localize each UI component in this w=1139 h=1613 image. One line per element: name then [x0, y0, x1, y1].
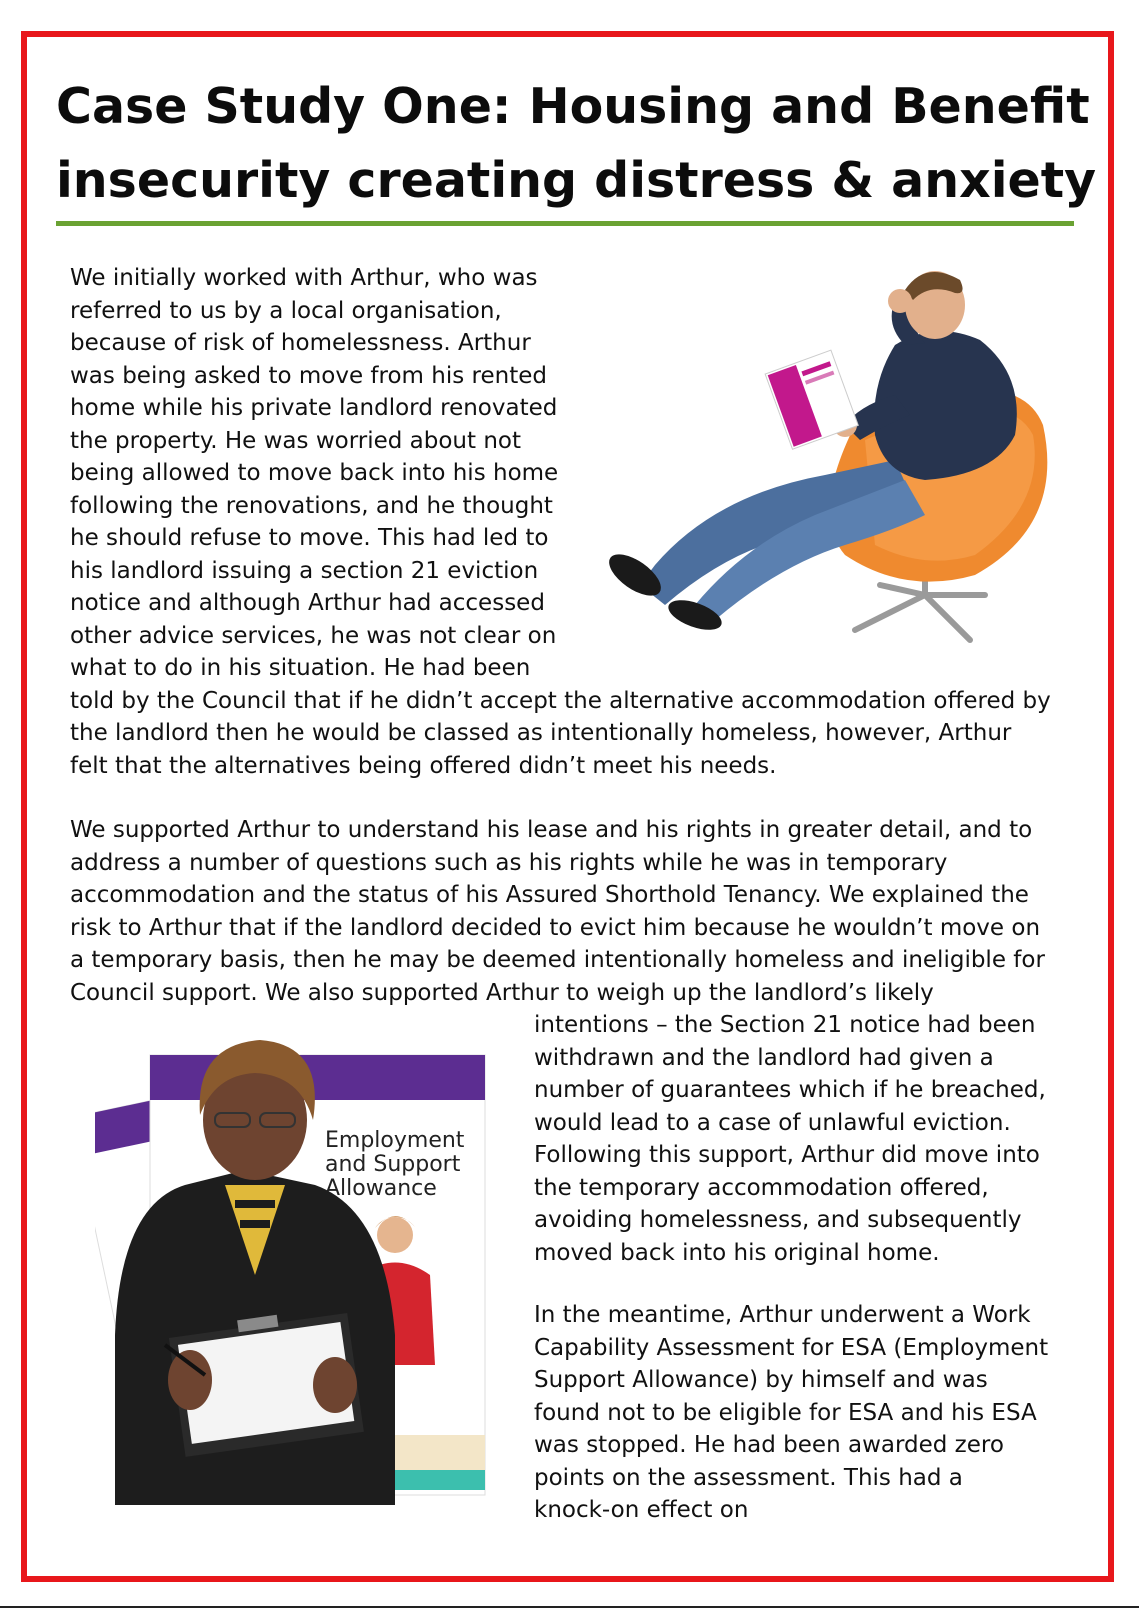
paragraph-2 — [70, 814, 1045, 1009]
title-line-1: Case Study One: Housing and Benefit — [56, 78, 1090, 135]
text-line: withdrawn and the landlord had given a — [534, 1044, 994, 1071]
booklet-title-line-1: Employment — [325, 1128, 465, 1153]
text-line: Capability Assessment for ESA (Employment — [534, 1334, 1049, 1361]
text-line: was being asked to move from his rented — [70, 362, 547, 389]
text-line: a temporary basis, then he may be deemed intentionally homeless and ineligible for — [70, 947, 1045, 973]
page-title — [56, 70, 1096, 218]
text-line: he should refuse to move. This had led to — [70, 525, 549, 551]
text-line: the temporary accommodation offered, — [534, 1174, 989, 1201]
text-line: We supported Arthur to understand his lease and his rights in greater detail, and to — [70, 817, 1033, 843]
text-line: felt that the alternatives being offered didn’t meet his needs. — [70, 752, 777, 779]
text-line: the property. He was worried about not — [70, 427, 521, 454]
text-line: told by the Council that if he didn’t accept the alternative accommodation offered by — [70, 687, 1051, 714]
text-line: because of risk of homelessness. Arthur — [70, 330, 531, 356]
paragraph-3 — [534, 1299, 1048, 1527]
title-line-2: insecurity creating distress & anxiety — [56, 152, 1097, 209]
text-line: Council support. We also supported Arthur to weigh up the landlord’s likely — [70, 979, 934, 1006]
text-line: We initially worked with Arthur, who was — [70, 265, 538, 291]
text-line: would lead to a case of unlawful eviction. — [534, 1109, 1011, 1136]
text-line: points on the assessment. This had a — [534, 1464, 963, 1491]
title-underline — [56, 221, 1074, 226]
text-line: knock-on effect on — [534, 1497, 749, 1523]
woman-with-booklet-image — [95, 1035, 495, 1505]
text-line: notice and although Arthur had accessed — [70, 590, 545, 616]
paragraph-2-continued — [534, 1009, 1046, 1269]
text-line: avoiding homelessness, and subsequently — [534, 1207, 1022, 1233]
text-line: the landlord then he would be classed as intentionally homeless, however, Arthur — [70, 720, 1012, 746]
text-line: number of guarantees which if he breached, — [534, 1077, 1046, 1103]
text-line: risk to Arthur that if the landlord decided to evict him because he wouldn’t move on — [70, 914, 1041, 941]
text-line: following the renovations, and he thought — [70, 492, 553, 519]
text-line: what to do in his situation. He had been — [70, 655, 531, 681]
booklet-title-line-3: Allowance — [325, 1176, 437, 1201]
text-line: was stopped. He had been awarded zero — [534, 1432, 1004, 1458]
text-line: Following this support, Arthur did move into — [534, 1142, 1040, 1168]
text-line: accommodation and the status of his Assured Shorthold Tenancy. We explained the — [70, 882, 1029, 908]
text-line: intentions – the Section 21 notice had been — [534, 1012, 1036, 1038]
text-line: referred to us by a local organisation, — [70, 297, 502, 324]
text-line: other advice services, he was not clear on — [70, 622, 557, 649]
text-line: being allowed to move back into his home — [70, 460, 559, 486]
text-line: found not to be eligible for ESA and his ESA — [534, 1399, 1037, 1426]
page-bottom-rule — [0, 1606, 1139, 1608]
text-line: address a number of questions such as his rights while he was in temporary — [70, 849, 948, 876]
man-in-chair-image — [595, 265, 1070, 665]
text-line: his landlord issuing a section 21 eviction — [70, 557, 539, 584]
text-line: moved back into his original home. — [534, 1239, 940, 1266]
text-line: home while his private landlord renovated — [70, 395, 558, 421]
text-line: In the meantime, Arthur underwent a Work — [534, 1302, 1031, 1328]
text-line: Support Allowance) by himself and was — [534, 1367, 988, 1393]
booklet-title-line-2: and Support — [325, 1152, 461, 1177]
